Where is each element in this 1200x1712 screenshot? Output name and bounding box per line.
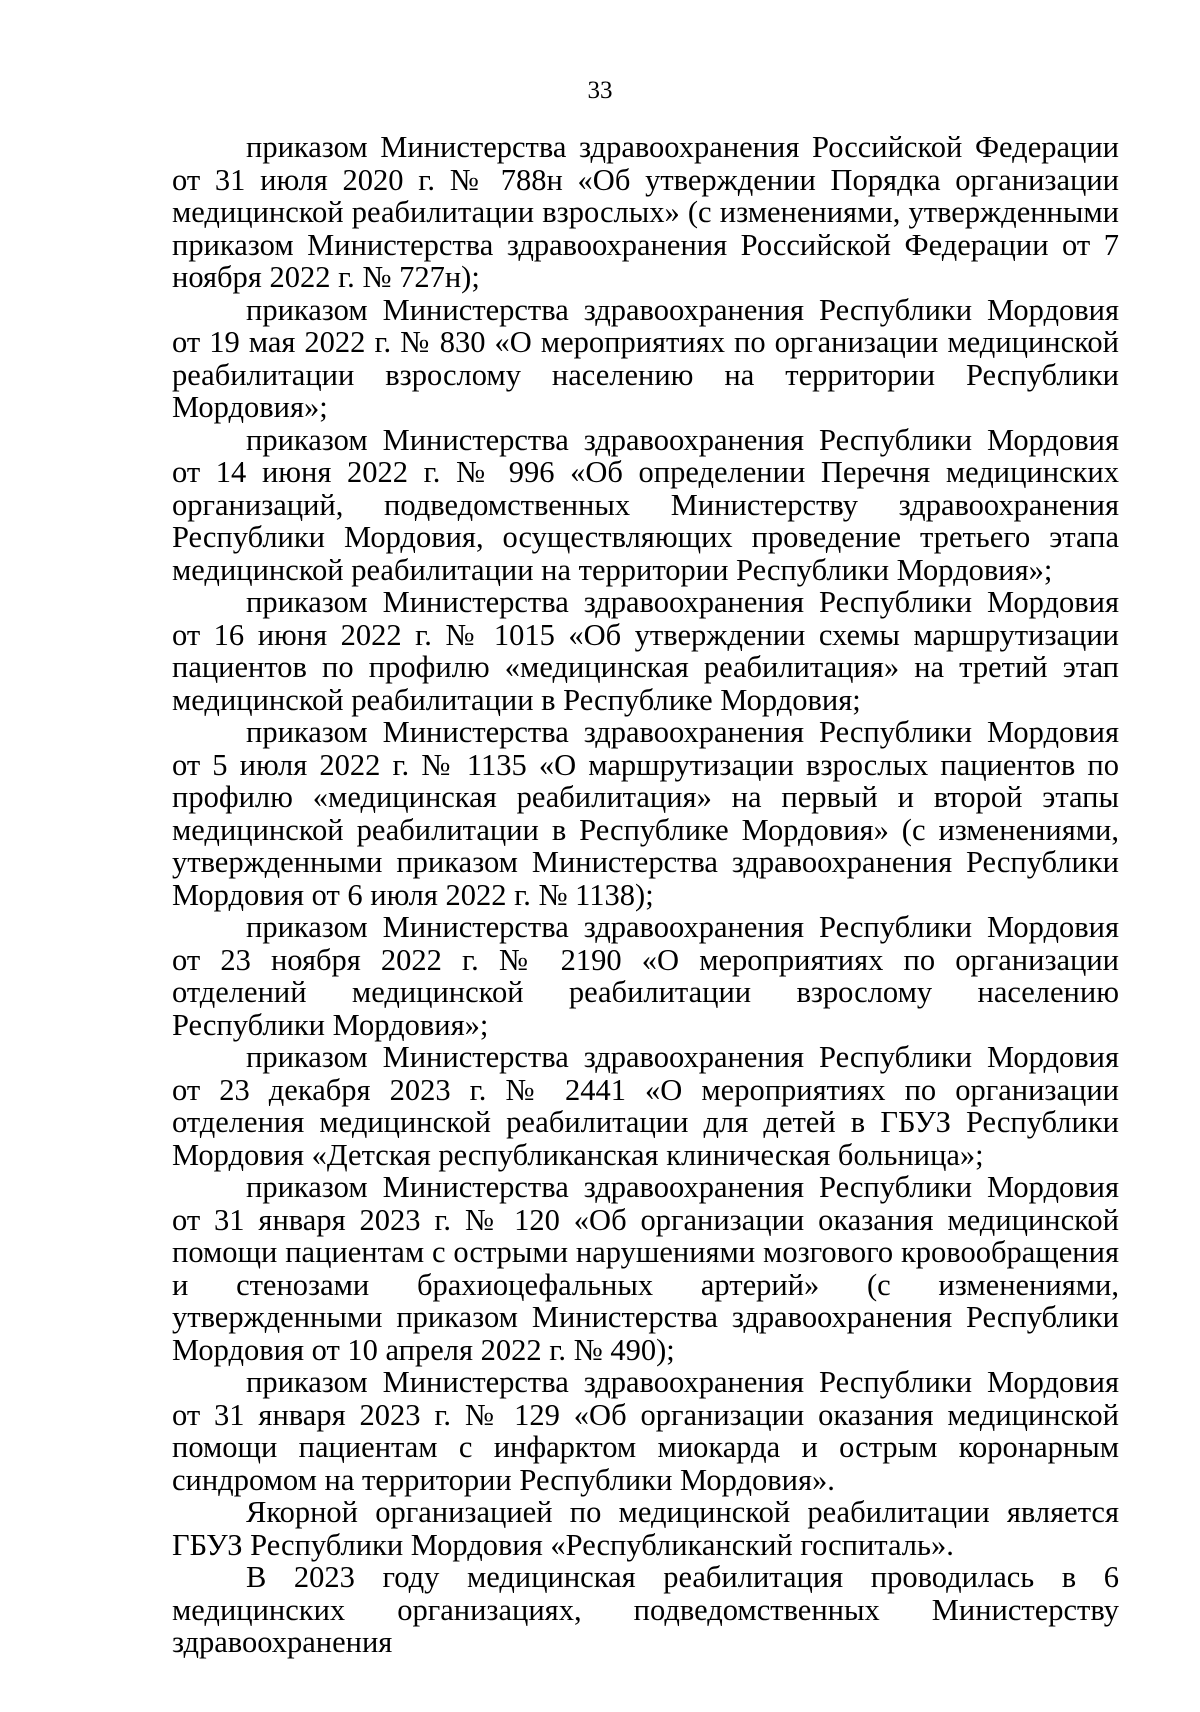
paragraph-anchor-organization: Якорной организацией по медицинской реабилитации является ГБУЗ Республики Мордовия «Республиканский госпиталь». [172, 1495, 1119, 1562]
paragraph-order-129: приказом Министерства здравоохранения Республики Мордовия от 31 января 2023 г. № 129 «Об организации оказания медицинской помощи пациентам с инфарктом миокарда и острым коронарным синдромом на территории Республики Мордовия». [172, 1365, 1119, 1497]
paragraph-rehabilitation-2023: В 2023 году медицинская реабилитация проводилась в 6 медицинских организациях, подведомственных Министерству здравоохранения [172, 1560, 1119, 1659]
paragraph-order-1015: приказом Министерства здравоохранения Республики Мордовия от 16 июня 2022 г. № 1015 «Об утверждении схемы маршрутизации пациентов по профилю «медицинская реабилитация» на третий этап медицинской реабилитации в Республике Мордовия; [172, 585, 1119, 717]
paragraph-order-120: приказом Министерства здравоохранения Республики Мордовия от 31 января 2023 г. № 120 «Об организации оказания медицинской помощи пациентам с острыми нарушениями мозгового кровообращения и стенозами брахиоцефальных артерий» (с изменениями, утвержденными приказом Министерства здравоохранения Республики Мордовия от 10 апреля 2022 г. № 490); [172, 1170, 1119, 1367]
paragraph-order-2190: приказом Министерства здравоохранения Республики Мордовия от 23 ноября 2022 г. № 2190 «О мероприятиях по организации отделений медицинской реабилитации взрослому населению Республики Мордовия»; [172, 910, 1119, 1042]
paragraph-order-996: приказом Министерства здравоохранения Республики Мордовия от 14 июня 2022 г. № 996 «Об определении Перечня медицинских организаций, подведомственных Министерству здравоохранения Республики Мордовия, осуществляющих проведение третьего этапа медицинской реабилитации на территории Республики Мордовия»; [172, 422, 1119, 587]
paragraph-order-788n: приказом Министерства здравоохранения Российской Федерации от 31 июля 2020 г. № 788н «Об утверждении Порядка организации медицинской реабилитации взрослых» (с изменениями, утвержденными приказом Министерства здравоохранения Российской Федерации от 7 ноября 2022 г. № 727н); [172, 130, 1119, 294]
document-body [172, 131, 1119, 1659]
page-number: 33 [587, 77, 613, 104]
paragraph-order-1135: приказом Министерства здравоохранения Республики Мордовия от 5 июля 2022 г. № 1135 «О маршрутизации взрослых пациентов по профилю «медицинская реабилитация» на первый и второй этапы медицинской реабилитации в Республике Мордовия» (с изменениями, утвержденными приказом Министерства здравоохранения Республики Мордовия от 6 июля 2022 г. № 1138); [172, 715, 1119, 912]
paragraph-order-2441: приказом Министерства здравоохранения Республики Мордовия от 23 декабря 2023 г. № 2441 «О мероприятиях по организации отделения медицинской реабилитации для детей в ГБУЗ Республики Мордовия «Детская республиканская клиническая больница»; [172, 1040, 1119, 1172]
paragraph-order-830: приказом Министерства здравоохранения Республики Мордовия от 19 мая 2022 г. № 830 «О мероприятиях по организации медицинской реабилитации взрослому населению на территории Республики Мордовия»; [172, 292, 1119, 424]
